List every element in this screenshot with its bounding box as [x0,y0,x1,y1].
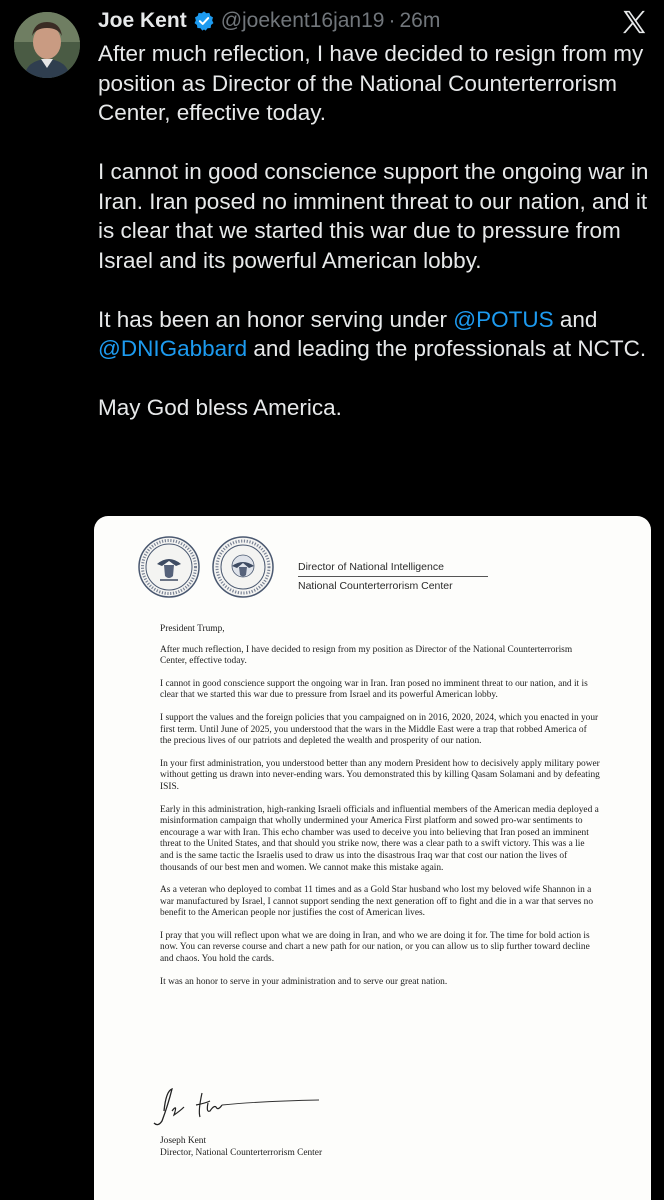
post-text-span: and [553,306,598,332]
dni-seal-icon [138,536,200,598]
signature-title: Director, National Counterterrorism Center [160,1147,323,1158]
post-paragraph [98,157,654,275]
letter-paragraph: As a veteran who deployed to combat 11 times and as a Gold Star husband who lost my beloved wife Shannon in a war manufactured by Israel, I cannot support sending the next generation off to fight and die in a war that serves no benefit to the American people nor justifies the cost of American lives. [160,885,594,919]
letterhead-line1: Director of National Intelligence [298,558,488,577]
letter-paragraph: In your first administration, you understood better than any modern President how to decisively apply military power without getting us drawn into never-ending wars. You demonstrated this by killing Qasam Solamani and by defeating ISIS. [160,758,600,792]
letterhead-line2: National Counterterrorism Center [298,580,453,592]
post-text-span: May God bless America. [98,395,342,420]
letter-paragraph: I support the values and the foreign policies that you campaigned on in 2016, 2020, 2024, which you enacted in your first term. Until June of 2025, you understood that the wars in the Middle East were a trap that robbed America of the precious lives of our patriots and depleted the wealth and prosperity of our nation. [160,712,599,747]
salutation: President Trump, [160,624,225,634]
letter-body [160,624,600,999]
attached-letter-image[interactable] [94,516,651,1200]
letter-paragraph: Early in this administration, high-ranking Israeli officials and influential members of the American media deployed a misinformation campaign that wholly undermined your America First platform and sowed pro-war sentiments to encourage a war with Iran. This echo chamber was used to deceive you into believing that Iran posed an imminent threat to the United States, and that should you strike now, there was a clear path to a swift victory. This was a lie and is the same tactic the Israelis used to draw us into the disastrous Iraq war that cost our nation the lives of thousands of our best men and women. We cannot make this mistake again. [160,804,599,873]
signature-name: Joseph Kent [160,1136,207,1146]
post-paragraph [98,39,654,128]
letter-paragraph: After much reflection, I have decided to resign from my position as Director of the National Counterterrorism Center, effective today. [160,644,573,667]
post-time[interactable]: 26m [399,9,441,32]
x-logo-icon[interactable] [620,8,648,36]
letter-paragraph: It was an honor to serve in your administration and to serve our great nation. [160,976,448,987]
display-name[interactable]: Joe Kent [98,9,187,32]
mention-link[interactable]: @DNIGabbard [98,336,248,361]
post-text-span: and leading the professionals at NCTC. [247,336,647,361]
verified-badge-icon [193,10,215,32]
letter-paragraph: I pray that you will reflect upon what we are doing in Iran, and who we are doing it for. The time for bold action is now. You can reverse course and chart a new path for our nation, or you can allow us to slip further toward decline and chaos. You hold the cards. [160,930,590,965]
handwritten-signature [144,1081,324,1131]
post-paragraph [98,393,654,423]
signature-block [160,1136,322,1159]
letter-paragraph: I cannot in good conscience support the ongoing war in Iran. Iran posed no imminent threat to our nation, and it is clear that we started this war due to pressure from Israel and its powerful American lobby. [160,678,588,701]
post-header [98,6,440,36]
nctc-seal-icon [212,536,274,598]
separator-dot: · [388,9,396,32]
avatar[interactable] [14,12,80,78]
post-text-span: It has been an honor serving under [98,306,454,332]
post-text-span: I cannot in good conscience support the ongoing war in Iran. Iran posed no imminent threat to our nation, and it is clear that we started this war due to pressure from Israel and its powerful American lobby. [98,159,649,273]
post-text-span: After much reflection, I have decided to resign from my position as Director of the National Counterterrorism Center, effective today. [98,41,644,125]
avatar-photo [14,12,80,78]
mention-link[interactable]: @POTUS [453,306,554,332]
user-handle[interactable]: @joekent16jan19 [220,9,385,32]
post-paragraph [98,305,654,364]
post-text [98,39,654,452]
letterhead [298,558,488,595]
